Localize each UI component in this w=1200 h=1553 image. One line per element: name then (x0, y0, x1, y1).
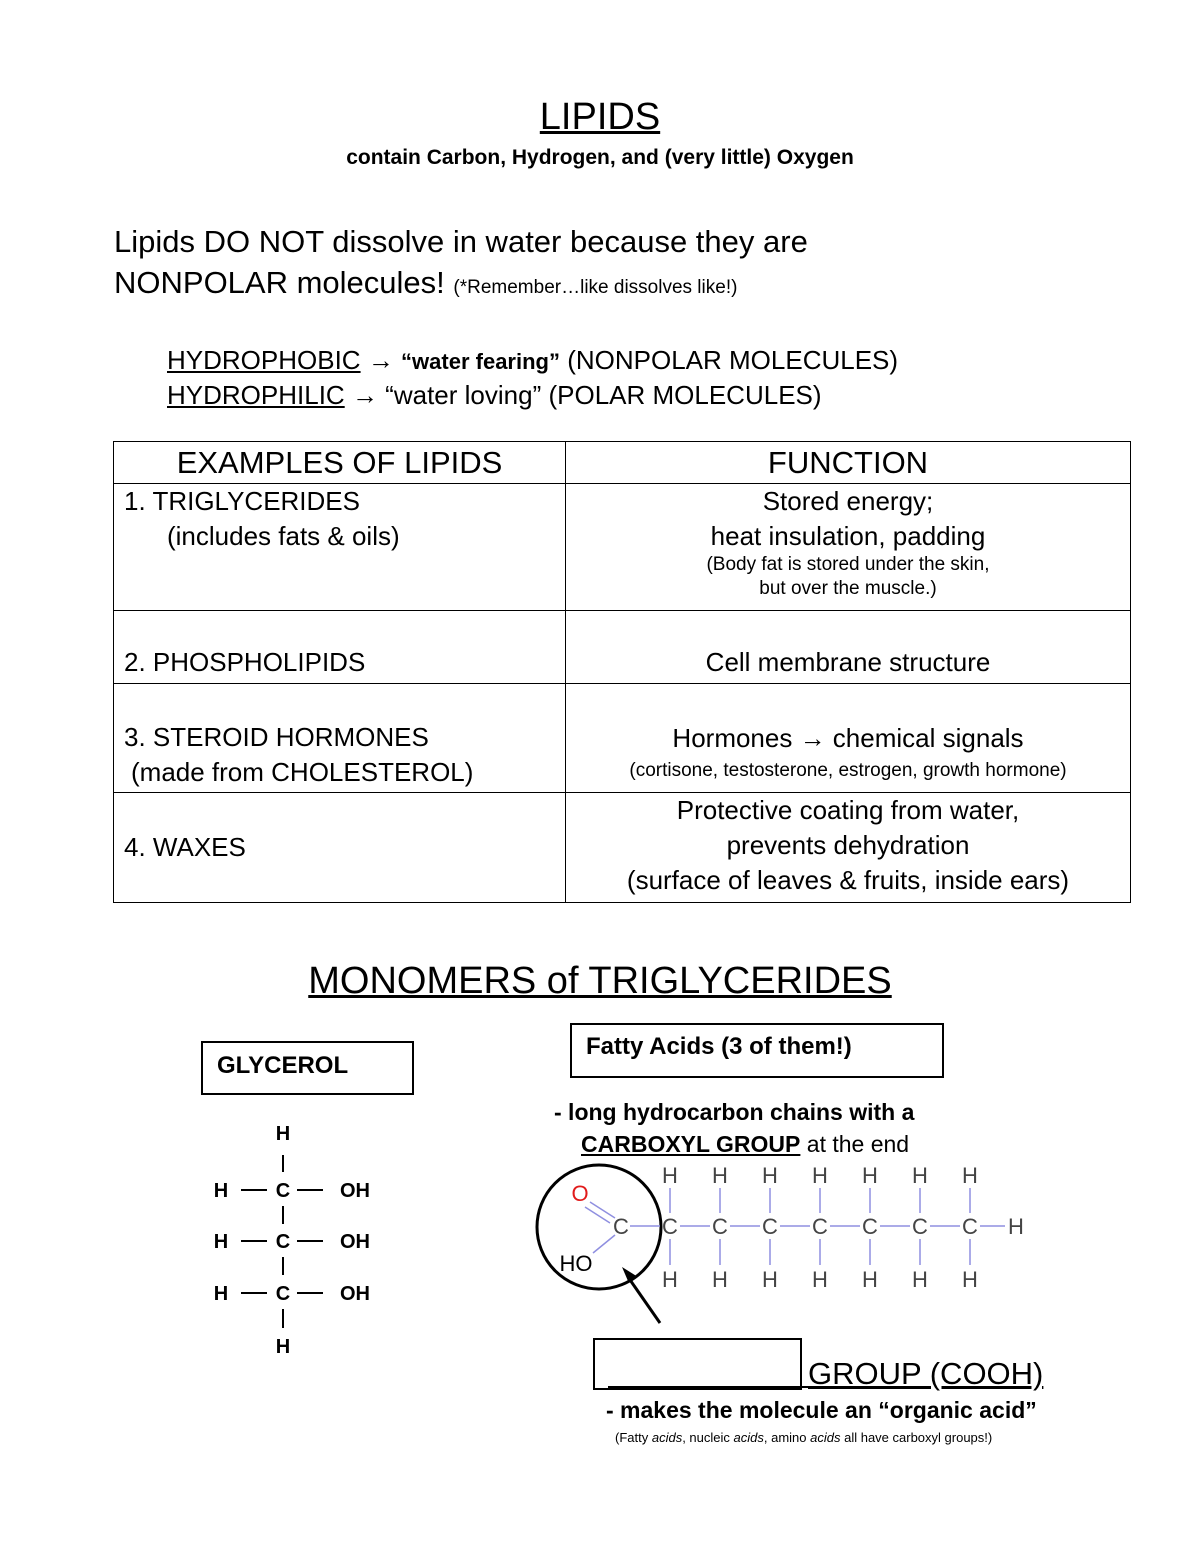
fatty-atom-c: C (962, 1214, 978, 1239)
hydrophilic-quote: “water loving” (385, 380, 542, 410)
carboxyl-fineprint (615, 1430, 992, 1445)
fatty-atom-c: C (662, 1214, 678, 1239)
organic-acid-text: - makes the molecule an “organic acid” (606, 1397, 1037, 1423)
intro-nonpolar: NONPOLAR molecules! (114, 265, 445, 300)
row3-example: 3. STEROID HORMONES (124, 722, 429, 752)
fatty-atom-h: H (962, 1267, 978, 1292)
table-row (114, 611, 1131, 684)
carboxyl-group-term: CARBOXYL GROUP (581, 1131, 801, 1157)
row1-function-2: heat insulation, padding (710, 521, 986, 551)
intro-line-2 (114, 265, 737, 301)
table-row (114, 793, 1131, 903)
fineprint-acids-1: acids (651, 1430, 683, 1445)
carboxyl-group-label: GROUP (COOH) (808, 1356, 1044, 1391)
table-cell-function (566, 793, 1131, 903)
fineprint-part-3: , amino (763, 1430, 811, 1445)
table-cell-function (566, 484, 1131, 611)
row2-example: 2. PHOSPHOLIPIDS (124, 647, 366, 677)
fatty-acids-desc-2-rest: at the end (806, 1131, 910, 1157)
table-cell-function (566, 611, 1131, 684)
lipids-table (113, 441, 1131, 903)
table-cell-example (114, 793, 566, 903)
fatty-atom-h: H (812, 1267, 828, 1292)
fatty-atom-h: H (762, 1163, 778, 1188)
glycerol-atom-oh: OH (340, 1180, 370, 1202)
fatty-atom-c: C (912, 1214, 928, 1239)
page-subtitle: contain Carbon, Hydrogen, and (very little) Oxygen (346, 146, 854, 169)
fatty-atom-h: H (862, 1163, 878, 1188)
row4-function-3: (surface of leaves & fruits, inside ears) (626, 865, 1070, 895)
table-header-row (114, 442, 1131, 484)
hydrophobic-quote: “water fearing” (401, 349, 560, 374)
table-cell-example (114, 484, 566, 611)
row1-note-2: but over the muscle.) (759, 578, 937, 599)
fatty-atom-c: C (712, 1214, 728, 1239)
glycerol-atom-oh: OH (340, 1283, 370, 1305)
carboxyl-ho: HO (559, 1251, 593, 1276)
row3-example-sub: (made from CHOLESTEROL) (131, 757, 474, 787)
fatty-atom-h: H (912, 1267, 928, 1292)
fatty-atom-h: H (812, 1163, 828, 1188)
monomers-title: MONOMERS of TRIGLYCERIDES (308, 960, 892, 1002)
table-cell-example (114, 684, 566, 793)
table-header-examples: EXAMPLES OF LIPIDS (114, 442, 566, 484)
hydrophobic-term: HYDROPHOBIC (167, 345, 361, 375)
row4-function-1: Protective coating from water, (676, 795, 1020, 825)
table-cell-example (114, 611, 566, 684)
glycerol-atom-h: H (275, 1336, 291, 1358)
intro-line-1: Lipids DO NOT dissolve in water because they are (114, 224, 808, 259)
glycerol-atom-h: H (213, 1283, 229, 1305)
fatty-atom-h: H (662, 1267, 678, 1292)
fineprint-part-4: all have carboxyl groups!) (840, 1430, 993, 1445)
fatty-acids-label-box (570, 1023, 944, 1078)
glycerol-atom-c: C (275, 1180, 291, 1202)
table-cell-function (566, 684, 1131, 793)
row4-function-2: prevents dehydration (726, 830, 970, 860)
fatty-atom-c: C (762, 1214, 778, 1239)
fatty-atom-h: H (762, 1267, 778, 1292)
glycerol-atom-c: C (275, 1231, 291, 1253)
hydrophobic-line (167, 345, 898, 376)
row3-note-1: (cortisone, testosterone, estrogen, growth hormone) (629, 760, 1067, 781)
intro-remember-note: (*Remember…like dissolves like!) (453, 277, 738, 298)
hydrophilic-term: HYDROPHILIC (167, 380, 345, 410)
row1-example-sub: (includes fats & oils) (167, 521, 400, 551)
fatty-atom-h: H (912, 1163, 928, 1188)
hydrophobic-desc: (NONPOLAR MOLECULES) (567, 345, 899, 375)
fineprint-acids-3: acids (810, 1430, 841, 1445)
glycerol-atom-h: H (213, 1231, 229, 1253)
glycerol-atom-h: H (213, 1180, 229, 1202)
fatty-atom-c: C (862, 1214, 878, 1239)
hydrophilic-desc: (POLAR MOLECULES) (548, 380, 822, 410)
row3-function-1: Hormones → chemical signals (672, 723, 1024, 753)
glycerol-atom-c: C (275, 1283, 291, 1305)
table-header-function: FUNCTION (566, 442, 1131, 484)
fatty-atom-h: H (1008, 1214, 1024, 1239)
fatty-atom-h: H (662, 1163, 678, 1188)
glycerol-structure (195, 1110, 395, 1370)
fatty-atom-h: H (712, 1267, 728, 1292)
carboxyl-circle (537, 1165, 661, 1289)
table-row (114, 684, 1131, 793)
pointer-arrow-head (622, 1267, 638, 1281)
hydrophilic-line (167, 380, 822, 411)
row1-function-1: Stored energy; (762, 486, 934, 516)
table-row (114, 484, 1131, 611)
row4-example: 4. WAXES (124, 832, 246, 862)
page-title: LIPIDS (539, 96, 661, 138)
glycerol-atom-oh: OH (340, 1231, 370, 1253)
fatty-acids-label: Fatty Acids (3 of them!) (586, 1033, 852, 1060)
carboxyl-atom-ho (560, 1251, 593, 1276)
fatty-atom-c: C (613, 1214, 629, 1239)
fineprint-acids-2: acids (733, 1430, 764, 1445)
arrow-right-icon: → (351, 380, 378, 410)
row1-note-1: (Body fat is stored under the skin, (706, 554, 990, 575)
answer-underline (608, 1386, 808, 1388)
fatty-acids-desc-2 (571, 1131, 909, 1158)
glycerol-label-box (201, 1041, 414, 1095)
fineprint-part-2: , nucleic (682, 1430, 734, 1445)
fatty-atom-c: C (812, 1214, 828, 1239)
fatty-atom-h: H (862, 1267, 878, 1292)
fatty-acid-structure (530, 1155, 1050, 1335)
fatty-acid-bonds (585, 1188, 1005, 1265)
fineprint-part-1: (Fatty (615, 1430, 652, 1445)
row2-function-1: Cell membrane structure (705, 647, 991, 677)
fatty-atom-h: H (712, 1163, 728, 1188)
fatty-acids-desc-1: - long hydrocarbon chains with a (554, 1099, 915, 1125)
row1-example: 1. TRIGLYCERIDES (124, 486, 360, 516)
glycerol-label: GLYCEROL (217, 1052, 349, 1079)
glycerol-atom-h: H (275, 1123, 291, 1145)
fatty-atom-h: H (962, 1163, 978, 1188)
arrow-right-icon: → (367, 345, 394, 375)
carboxyl-answer-blank[interactable] (593, 1338, 802, 1390)
pointer-arrow-line (628, 1277, 660, 1323)
carboxyl-atom-o: O (571, 1181, 589, 1206)
